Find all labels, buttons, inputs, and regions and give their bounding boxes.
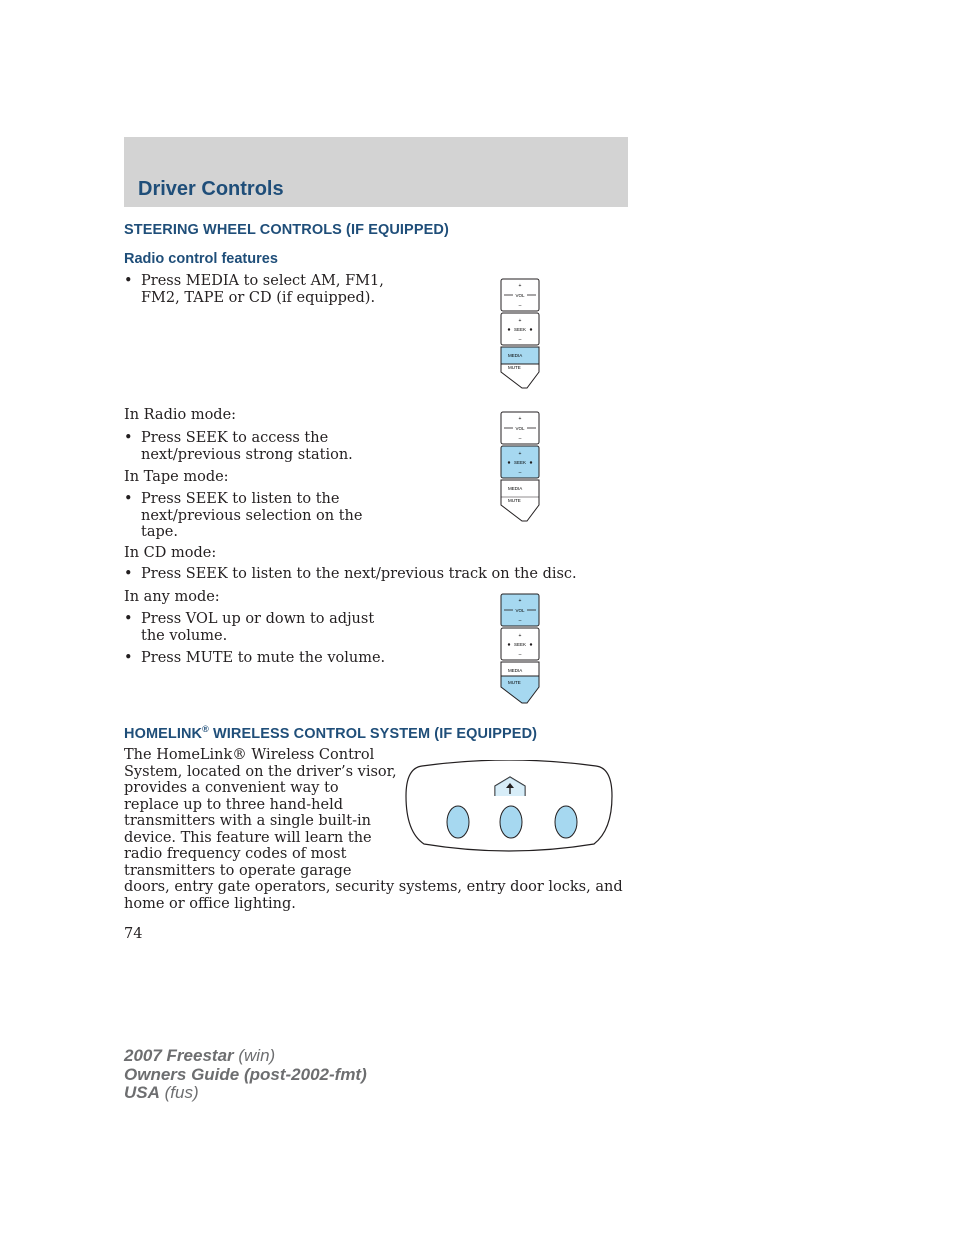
homelink-line-4: replace up to three hand-held: [124, 796, 343, 813]
media-label: MEDIA: [508, 486, 523, 491]
tape-bullet: • Press SEEK to listen to the next/previous selection on the tape.: [124, 491, 363, 540]
homelink-line-9: doors, entry gate operators, security systems, entry door locks, and: [124, 879, 623, 895]
homelink-heading-main: HOMELINK: [124, 725, 203, 742]
media-bullet-line-1: Press MEDIA to select AM, FM1,: [141, 273, 384, 289]
cd-bullet-text: Press SEEK to listen to the next/previous track on the disc.: [141, 566, 577, 582]
vol-label: VOL: [515, 608, 525, 613]
homelink-line-3: provides a convenient way to: [124, 780, 339, 796]
tape-bullet-line-1: Press SEEK to listen to the: [141, 491, 340, 507]
steering-control-seek-highlighted: [498, 411, 542, 523]
any-mode-label: In any mode:: [124, 589, 220, 605]
seek-minus-label: –: [518, 337, 522, 343]
seek-minus-label: –: [518, 652, 522, 658]
homelink-heading-rest: WIRELESS CONTROL SYSTEM (IF EQUIPPED): [208, 725, 538, 742]
tape-bullet-line-2: next/previous selection on the: [141, 507, 363, 524]
steering-control-vol-mute-highlighted: [498, 593, 542, 705]
tape-bullet-line-3: tape.: [141, 524, 178, 540]
seek-plus-label: +: [518, 633, 522, 639]
vol-label: VOL: [515, 426, 525, 431]
homelink-button-1[interactable]: [447, 806, 469, 838]
section-title: Driver Controls: [138, 178, 284, 200]
homelink-line-6: device. This feature will learn the: [124, 829, 372, 846]
vol-minus-label: –: [518, 436, 522, 442]
vol-bullet-line-2: the volume.: [141, 627, 228, 644]
steering-control-media-highlighted: [498, 278, 542, 390]
radio-bullet-line-2: next/previous strong station.: [141, 446, 353, 463]
footer-line-1: 2007 Freestar (win): [124, 1046, 276, 1065]
homelink-line-7: radio frequency codes of most: [124, 846, 347, 862]
footer-line-3: USA (fus): [124, 1083, 199, 1102]
radio-features-subheading: Radio control features: [124, 251, 278, 267]
cd-mode-label: In CD mode:: [124, 545, 217, 561]
vol-bullet-line-1: Press VOL up or down to adjust: [141, 611, 375, 627]
seek-label: SEEK: [513, 327, 527, 332]
media-label: MEDIA: [508, 353, 523, 358]
vol-plus-label: +: [518, 598, 522, 604]
mute-label: MUTE: [508, 680, 521, 685]
radio-bullet: • Press SEEK to access the next/previous strong station.: [124, 430, 353, 463]
media-bullet: • Press MEDIA to select AM, FM1, FM2, TAPE or CD (if equipped).: [124, 273, 384, 306]
radio-mode-label: In Radio mode:: [124, 407, 237, 423]
cd-bullet: • Press SEEK to listen to the next/previous track on the disc.: [124, 566, 577, 582]
homelink-visor-diagram: [404, 760, 614, 854]
seek-minus-label: –: [518, 470, 522, 476]
homelink-line-2: System, located on the driver’s visor,: [124, 763, 397, 780]
seek-label: SEEK: [513, 642, 527, 647]
homelink-button-3[interactable]: [555, 806, 577, 838]
homelink-line-8: transmitters to operate garage: [124, 862, 352, 879]
seek-plus-label: +: [518, 318, 522, 324]
document-footer: [124, 1047, 367, 1103]
vol-plus-label: +: [518, 416, 522, 422]
mute-bullet-text: Press MUTE to mute the volume.: [141, 650, 386, 666]
tape-mode-label: In Tape mode:: [124, 469, 229, 485]
mute-bullet: • Press MUTE to mute the volume.: [124, 650, 386, 666]
vol-plus-label: +: [518, 283, 522, 289]
seek-label: SEEK: [513, 460, 527, 465]
homelink-button-2[interactable]: [500, 806, 522, 838]
vol-minus-label: –: [518, 618, 522, 624]
radio-bullet-line-1: Press SEEK to access the: [141, 430, 329, 446]
mute-label: MUTE: [508, 498, 521, 503]
page-number: 74: [124, 926, 143, 942]
steering-controls-heading: STEERING WHEEL CONTROLS (IF EQUIPPED): [124, 222, 449, 238]
homelink-heading: [124, 724, 537, 742]
registered-mark: ®: [202, 724, 209, 734]
media-label: MEDIA: [508, 668, 523, 673]
vol-label: VOL: [515, 293, 525, 298]
seek-plus-label: +: [518, 451, 522, 457]
vol-bullet: • Press VOL up or down to adjust the volume.: [124, 611, 375, 644]
media-bullet-line-2: FM2, TAPE or CD (if equipped).: [141, 289, 376, 306]
mute-label: MUTE: [508, 365, 521, 370]
homelink-line-5: transmitters with a single built-in: [124, 813, 371, 829]
homelink-line-1: The HomeLink® Wireless Control: [124, 747, 375, 763]
homelink-line-10: home or office lighting.: [124, 895, 296, 912]
footer-line-2: Owners Guide (post-2002-fmt): [124, 1064, 367, 1084]
vol-minus-label: –: [518, 303, 522, 309]
